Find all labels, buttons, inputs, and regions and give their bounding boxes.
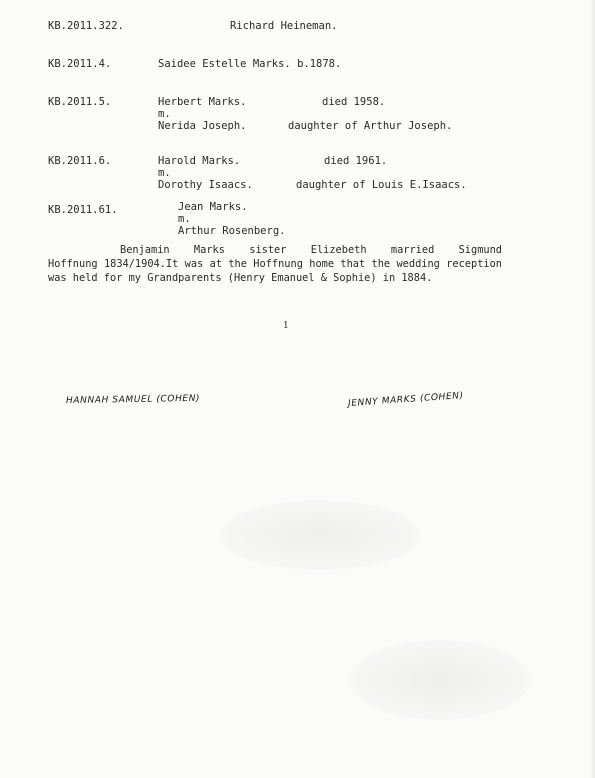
paragraph-body: Hoffnung 1834/1904.It was at the Hoffnung home that the wedding reception was held for my Grandparents (Henry Emanuel & Sophie) in 1884.	[48, 258, 502, 284]
entry-note: died 1958.	[322, 96, 386, 108]
paragraph-first-line: Benjamin Marks sister Elizebeth married Sigmund	[120, 244, 502, 256]
entry-name: Saidee Estelle Marks. b.1878.	[158, 58, 342, 70]
entry-id: KB.2011.61.	[48, 204, 118, 216]
entry-id: KB.2011.5.	[48, 96, 112, 108]
signature-right: JENNY MARKS (COHEN)	[347, 390, 465, 410]
entry-name: Herbert Marks.	[158, 96, 247, 108]
entry-id: KB.2011.6.	[48, 155, 112, 167]
spouse-name: Arthur Rosenberg.	[178, 225, 286, 237]
marriage-marker: m.	[158, 108, 171, 120]
entry-id: KB.2011.4.	[48, 58, 112, 70]
spouse-name: Nerida Joseph.	[158, 120, 247, 132]
page-edge-shadow	[589, 0, 595, 778]
entry-note: died 1961.	[324, 155, 388, 167]
marriage-marker: m.	[158, 167, 171, 179]
entry-name: Richard Heineman.	[230, 20, 338, 32]
page-number: 1	[283, 321, 289, 331]
marriage-marker: m.	[178, 213, 191, 225]
spouse-note: daughter of Arthur Joseph.	[288, 120, 453, 132]
narrative-paragraph	[48, 243, 502, 285]
scan-smudge	[350, 640, 530, 720]
entry-name: Jean Marks.	[178, 201, 248, 213]
entry-id: KB.2011.322.	[48, 20, 124, 32]
scan-smudge	[220, 500, 420, 570]
signature-left: HANNAH SAMUEL (COHEN)	[65, 393, 201, 407]
entry-name: Harold Marks.	[158, 155, 241, 167]
spouse-name: Dorothy Isaacs.	[158, 179, 253, 191]
spouse-note: daughter of Louis E.Isaacs.	[296, 179, 467, 191]
